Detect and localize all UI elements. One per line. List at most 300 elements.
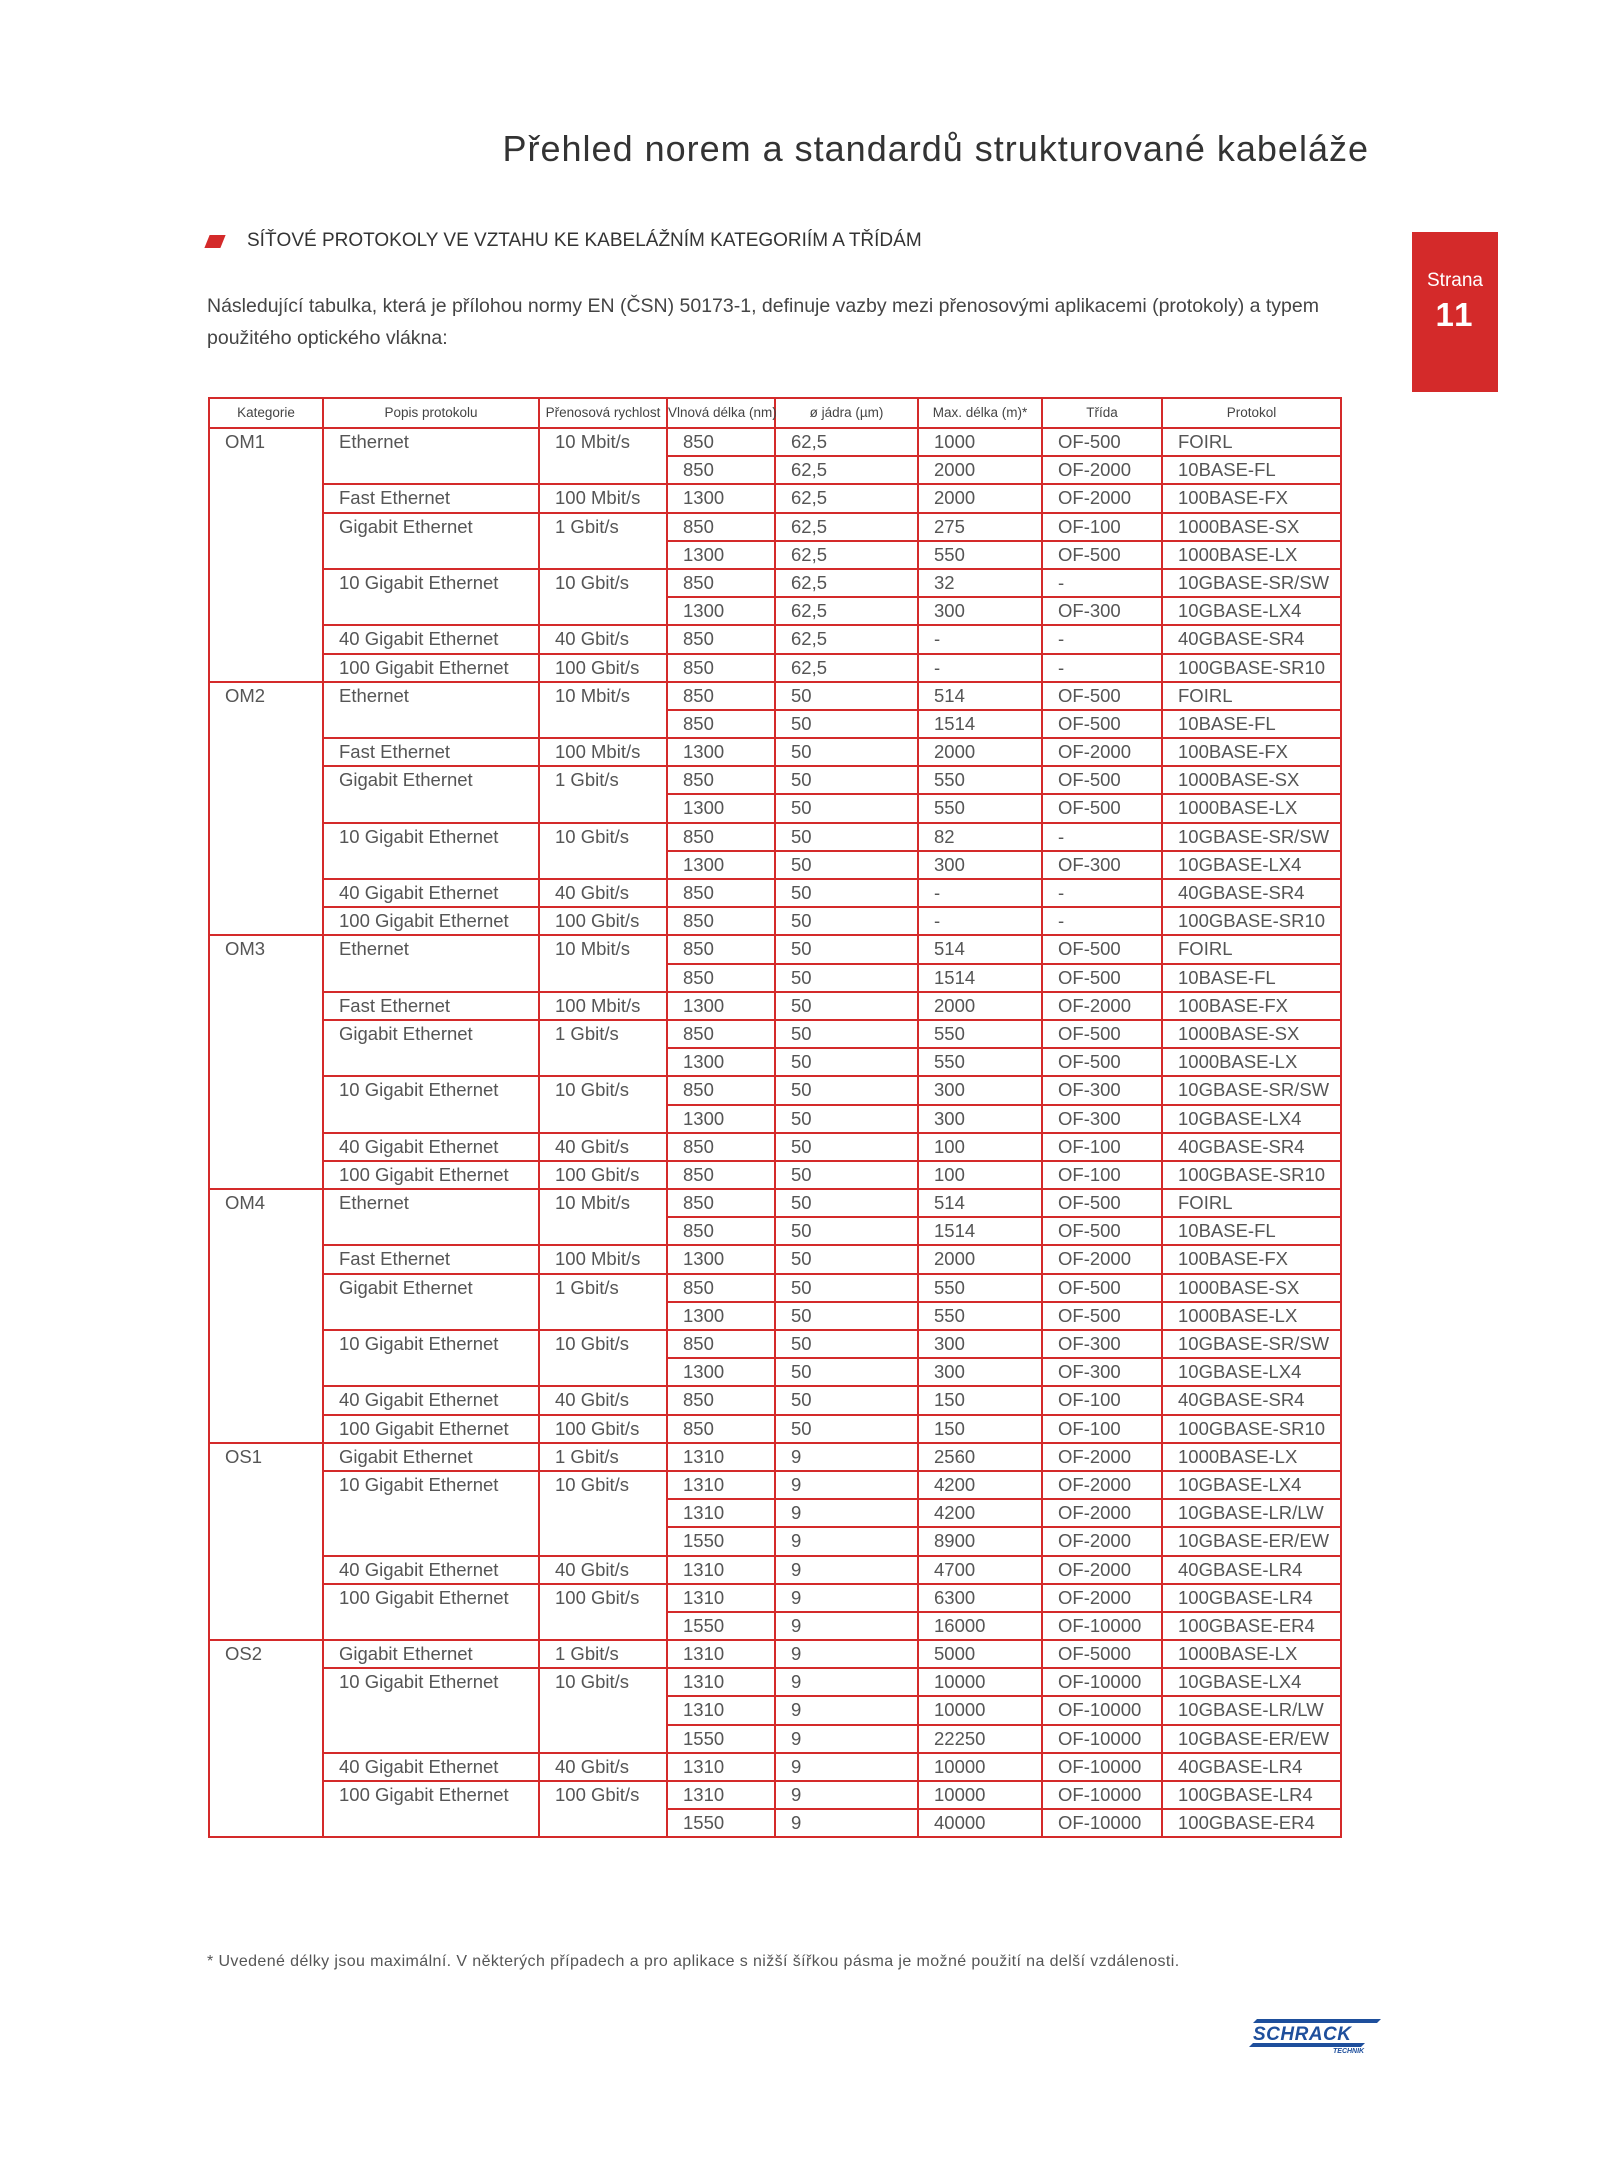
- protocol-cell: 100GBASE-SR10: [1162, 654, 1341, 682]
- core-diameter-cell: 50: [775, 907, 918, 935]
- protocol-desc-cell: Fast Ethernet: [323, 1245, 539, 1273]
- speed-cell: 10 Mbit/s: [539, 682, 667, 738]
- protocol-cell: 10GBASE-SR/SW: [1162, 823, 1341, 851]
- wavelength-cell: 1310: [667, 1696, 775, 1724]
- core-diameter-cell: 9: [775, 1499, 918, 1527]
- max-length-cell: 550: [918, 1274, 1042, 1302]
- protocol-desc-cell: Ethernet: [323, 935, 539, 991]
- wavelength-cell: 850: [667, 879, 775, 907]
- protocol-cell: 1000BASE-LX: [1162, 1640, 1341, 1668]
- speed-cell: 10 Mbit/s: [539, 935, 667, 991]
- schrack-logo-icon: [1247, 2018, 1382, 2054]
- wavelength-cell: 1310: [667, 1668, 775, 1696]
- speed-cell: 100 Gbit/s: [539, 1161, 667, 1189]
- max-length-cell: 1000: [918, 428, 1042, 456]
- protocol-cell: 1000BASE-LX: [1162, 1443, 1341, 1471]
- protocol-cell: 1000BASE-LX: [1162, 541, 1341, 569]
- core-diameter-cell: 50: [775, 1133, 918, 1161]
- core-diameter-cell: 50: [775, 738, 918, 766]
- core-diameter-cell: 9: [775, 1527, 918, 1555]
- max-length-cell: 300: [918, 1330, 1042, 1358]
- protocol-cell: 10BASE-FL: [1162, 710, 1341, 738]
- class-cell: OF-500: [1042, 1274, 1162, 1302]
- column-header: Popis protokolu: [323, 398, 539, 428]
- table-row: [209, 1245, 1341, 1273]
- table-row: [209, 1668, 1341, 1696]
- class-cell: OF-5000: [1042, 1640, 1162, 1668]
- class-cell: OF-100: [1042, 1386, 1162, 1414]
- protocol-desc-cell: 40 Gigabit Ethernet: [323, 625, 539, 653]
- wavelength-cell: 1300: [667, 1358, 775, 1386]
- core-diameter-cell: 50: [775, 1245, 918, 1273]
- protocol-cell: 10GBASE-ER/EW: [1162, 1527, 1341, 1555]
- class-cell: OF-2000: [1042, 484, 1162, 512]
- protocol-cell: 40GBASE-SR4: [1162, 1133, 1341, 1161]
- max-length-cell: 2000: [918, 738, 1042, 766]
- table-row: [209, 1443, 1341, 1471]
- core-diameter-cell: 50: [775, 710, 918, 738]
- logo-subtext: TECHNIK: [1333, 2048, 1365, 2054]
- class-cell: -: [1042, 907, 1162, 935]
- core-diameter-cell: 62,5: [775, 569, 918, 597]
- max-length-cell: 100: [918, 1133, 1042, 1161]
- max-length-cell: 550: [918, 1020, 1042, 1048]
- protocol-desc-cell: 10 Gigabit Ethernet: [323, 1471, 539, 1556]
- table-row: [209, 1753, 1341, 1781]
- wavelength-cell: 1310: [667, 1556, 775, 1584]
- speed-cell: 40 Gbit/s: [539, 1133, 667, 1161]
- max-length-cell: 1514: [918, 710, 1042, 738]
- core-diameter-cell: 50: [775, 1415, 918, 1443]
- class-cell: -: [1042, 569, 1162, 597]
- wavelength-cell: 850: [667, 710, 775, 738]
- protocol-cell: 10GBASE-LX4: [1162, 597, 1341, 625]
- speed-cell: 1 Gbit/s: [539, 766, 667, 822]
- max-length-cell: -: [918, 625, 1042, 653]
- speed-cell: 100 Gbit/s: [539, 1415, 667, 1443]
- section-heading-text: SÍŤOVÉ PROTOKOLY VE VZTAHU KE KABELÁŽNÍM KATEGORIÍM A TŘÍDÁM: [247, 230, 922, 251]
- core-diameter-cell: 50: [775, 851, 918, 879]
- wavelength-cell: 850: [667, 1274, 775, 1302]
- class-cell: OF-500: [1042, 794, 1162, 822]
- class-cell: OF-500: [1042, 710, 1162, 738]
- core-diameter-cell: 9: [775, 1809, 918, 1837]
- wavelength-cell: 1300: [667, 1245, 775, 1273]
- core-diameter-cell: 62,5: [775, 597, 918, 625]
- max-length-cell: 150: [918, 1415, 1042, 1443]
- class-cell: -: [1042, 879, 1162, 907]
- core-diameter-cell: 50: [775, 992, 918, 1020]
- core-diameter-cell: 50: [775, 1189, 918, 1217]
- protocol-desc-cell: 40 Gigabit Ethernet: [323, 879, 539, 907]
- protocol-desc-cell: Fast Ethernet: [323, 738, 539, 766]
- class-cell: OF-100: [1042, 1161, 1162, 1189]
- class-cell: OF-500: [1042, 964, 1162, 992]
- column-header: Vlnová délka (nm): [667, 398, 775, 428]
- core-diameter-cell: 50: [775, 935, 918, 963]
- protocol-cell: 100BASE-FX: [1162, 992, 1341, 1020]
- protocol-cell: 100GBASE-SR10: [1162, 1161, 1341, 1189]
- max-length-cell: 32: [918, 569, 1042, 597]
- wavelength-cell: 1550: [667, 1725, 775, 1753]
- core-diameter-cell: 62,5: [775, 625, 918, 653]
- table-row: [209, 1471, 1341, 1499]
- core-diameter-cell: 62,5: [775, 484, 918, 512]
- protocol-cell: 10BASE-FL: [1162, 456, 1341, 484]
- class-cell: OF-2000: [1042, 1245, 1162, 1273]
- protocol-cell: 10GBASE-SR/SW: [1162, 1076, 1341, 1104]
- wavelength-cell: 1310: [667, 1499, 775, 1527]
- table-row: [209, 738, 1341, 766]
- protocol-cell: 10GBASE-LR/LW: [1162, 1499, 1341, 1527]
- column-header: Max. délka (m)*: [918, 398, 1042, 428]
- wavelength-cell: 1300: [667, 1302, 775, 1330]
- protocol-cell: FOIRL: [1162, 935, 1341, 963]
- protocol-cell: 10BASE-FL: [1162, 1217, 1341, 1245]
- protocol-desc-cell: 100 Gigabit Ethernet: [323, 907, 539, 935]
- protocol-cell: 10GBASE-LR/LW: [1162, 1696, 1341, 1724]
- class-cell: OF-500: [1042, 935, 1162, 963]
- wavelength-cell: 1300: [667, 597, 775, 625]
- speed-cell: 40 Gbit/s: [539, 1753, 667, 1781]
- core-diameter-cell: 9: [775, 1584, 918, 1612]
- wavelength-cell: 850: [667, 625, 775, 653]
- wavelength-cell: 1550: [667, 1809, 775, 1837]
- table-row: [209, 428, 1341, 456]
- wavelength-cell: 1310: [667, 1781, 775, 1809]
- core-diameter-cell: 9: [775, 1443, 918, 1471]
- max-length-cell: 300: [918, 1076, 1042, 1104]
- wavelength-cell: 1300: [667, 1105, 775, 1133]
- protocol-desc-cell: 10 Gigabit Ethernet: [323, 823, 539, 879]
- max-length-cell: 514: [918, 935, 1042, 963]
- class-cell: OF-10000: [1042, 1612, 1162, 1640]
- class-cell: OF-300: [1042, 1358, 1162, 1386]
- max-length-cell: 300: [918, 597, 1042, 625]
- class-cell: OF-2000: [1042, 1556, 1162, 1584]
- speed-cell: 100 Mbit/s: [539, 484, 667, 512]
- speed-cell: 10 Mbit/s: [539, 428, 667, 484]
- wavelength-cell: 850: [667, 513, 775, 541]
- wavelength-cell: 850: [667, 823, 775, 851]
- speed-cell: 10 Mbit/s: [539, 1189, 667, 1245]
- max-length-cell: 550: [918, 1048, 1042, 1076]
- protocol-cell: 100GBASE-LR4: [1162, 1584, 1341, 1612]
- protocol-desc-cell: 40 Gigabit Ethernet: [323, 1386, 539, 1414]
- protocol-desc-cell: 40 Gigabit Ethernet: [323, 1753, 539, 1781]
- protocol-desc-cell: Gigabit Ethernet: [323, 1640, 539, 1668]
- protocol-desc-cell: Gigabit Ethernet: [323, 1020, 539, 1076]
- class-cell: OF-500: [1042, 1048, 1162, 1076]
- class-cell: OF-2000: [1042, 456, 1162, 484]
- protocol-cell: 1000BASE-SX: [1162, 766, 1341, 794]
- intro-paragraph: Následující tabulka, která je přílohou normy EN (ČSN) 50173-1, definuje vazby mezi přenosovými aplikacemi (protokoly) a typem použitého optického vlákna:: [207, 295, 1319, 349]
- table-row: [209, 1076, 1341, 1104]
- max-length-cell: 300: [918, 1105, 1042, 1133]
- max-length-cell: 550: [918, 766, 1042, 794]
- wavelength-cell: 850: [667, 1415, 775, 1443]
- wavelength-cell: 1550: [667, 1612, 775, 1640]
- table-row: [209, 654, 1341, 682]
- protocol-cell: 40GBASE-SR4: [1162, 1386, 1341, 1414]
- speed-cell: 40 Gbit/s: [539, 1386, 667, 1414]
- core-diameter-cell: 50: [775, 766, 918, 794]
- protocol-desc-cell: Fast Ethernet: [323, 484, 539, 512]
- category-cell: OS1: [209, 1443, 323, 1640]
- core-diameter-cell: 9: [775, 1753, 918, 1781]
- protocol-cell: 1000BASE-SX: [1162, 1020, 1341, 1048]
- core-diameter-cell: 50: [775, 1105, 918, 1133]
- class-cell: OF-300: [1042, 597, 1162, 625]
- core-diameter-cell: 50: [775, 1076, 918, 1104]
- max-length-cell: 10000: [918, 1781, 1042, 1809]
- class-cell: -: [1042, 625, 1162, 653]
- protocol-cell: 40GBASE-LR4: [1162, 1753, 1341, 1781]
- core-diameter-cell: 62,5: [775, 541, 918, 569]
- class-cell: OF-300: [1042, 1076, 1162, 1104]
- wavelength-cell: 850: [667, 907, 775, 935]
- core-diameter-cell: 50: [775, 1274, 918, 1302]
- speed-cell: 40 Gbit/s: [539, 879, 667, 907]
- wavelength-cell: 850: [667, 456, 775, 484]
- wavelength-cell: 1550: [667, 1527, 775, 1555]
- protocol-cell: 1000BASE-LX: [1162, 1302, 1341, 1330]
- protocol-desc-cell: Fast Ethernet: [323, 992, 539, 1020]
- protocol-cell: 100GBASE-LR4: [1162, 1781, 1341, 1809]
- class-cell: OF-100: [1042, 513, 1162, 541]
- table-row: [209, 1274, 1341, 1302]
- protocol-desc-cell: Ethernet: [323, 1189, 539, 1245]
- class-cell: -: [1042, 823, 1162, 851]
- table-row: [209, 569, 1341, 597]
- protocol-desc-cell: 40 Gigabit Ethernet: [323, 1556, 539, 1584]
- protocol-desc-cell: Gigabit Ethernet: [323, 1274, 539, 1330]
- class-cell: OF-100: [1042, 1133, 1162, 1161]
- protocol-desc-cell: 100 Gigabit Ethernet: [323, 654, 539, 682]
- page-title: Přehled norem a standardů strukturované kabeláže: [502, 128, 1369, 169]
- bullet-marker-icon: [204, 235, 225, 248]
- column-header: Protokol: [1162, 398, 1341, 428]
- wavelength-cell: 1300: [667, 794, 775, 822]
- wavelength-cell: 850: [667, 935, 775, 963]
- protocol-cell: 100GBASE-ER4: [1162, 1809, 1341, 1837]
- protocol-desc-cell: 40 Gigabit Ethernet: [323, 1133, 539, 1161]
- core-diameter-cell: 50: [775, 794, 918, 822]
- wavelength-cell: 1310: [667, 1443, 775, 1471]
- class-cell: OF-300: [1042, 1330, 1162, 1358]
- core-diameter-cell: 50: [775, 1048, 918, 1076]
- max-length-cell: 6300: [918, 1584, 1042, 1612]
- class-cell: OF-100: [1042, 1415, 1162, 1443]
- protocol-cell: 1000BASE-LX: [1162, 794, 1341, 822]
- class-cell: OF-500: [1042, 541, 1162, 569]
- protocol-cell: 40GBASE-SR4: [1162, 625, 1341, 653]
- core-diameter-cell: 9: [775, 1556, 918, 1584]
- speed-cell: 1 Gbit/s: [539, 1274, 667, 1330]
- max-length-cell: 10000: [918, 1753, 1042, 1781]
- class-cell: OF-500: [1042, 1189, 1162, 1217]
- protocol-cell: 10GBASE-LX4: [1162, 1105, 1341, 1133]
- wavelength-cell: 1300: [667, 484, 775, 512]
- protocol-cell: 100BASE-FX: [1162, 738, 1341, 766]
- table-row: [209, 1386, 1341, 1414]
- max-length-cell: -: [918, 907, 1042, 935]
- wavelength-cell: 850: [667, 682, 775, 710]
- protocol-cell: 10GBASE-LX4: [1162, 1358, 1341, 1386]
- protocol-cell: 1000BASE-SX: [1162, 513, 1341, 541]
- max-length-cell: 4200: [918, 1471, 1042, 1499]
- core-diameter-cell: 9: [775, 1640, 918, 1668]
- wavelength-cell: 850: [667, 1386, 775, 1414]
- core-diameter-cell: 50: [775, 879, 918, 907]
- max-length-cell: 100: [918, 1161, 1042, 1189]
- category-cell: OM1: [209, 428, 323, 682]
- max-length-cell: 514: [918, 1189, 1042, 1217]
- class-cell: OF-2000: [1042, 1499, 1162, 1527]
- wavelength-cell: 850: [667, 964, 775, 992]
- class-cell: OF-300: [1042, 1105, 1162, 1133]
- max-length-cell: 2000: [918, 484, 1042, 512]
- category-cell: OM2: [209, 682, 323, 936]
- core-diameter-cell: 50: [775, 1020, 918, 1048]
- max-length-cell: 4700: [918, 1556, 1042, 1584]
- protocol-cell: 10GBASE-SR/SW: [1162, 569, 1341, 597]
- protocol-desc-cell: Gigabit Ethernet: [323, 766, 539, 822]
- wavelength-cell: 850: [667, 428, 775, 456]
- table-row: [209, 1161, 1341, 1189]
- speed-cell: 1 Gbit/s: [539, 1640, 667, 1668]
- core-diameter-cell: 62,5: [775, 513, 918, 541]
- protocol-cell: 100GBASE-SR10: [1162, 1415, 1341, 1443]
- class-cell: OF-2000: [1042, 1471, 1162, 1499]
- protocol-desc-cell: 10 Gigabit Ethernet: [323, 1330, 539, 1386]
- speed-cell: 100 Mbit/s: [539, 1245, 667, 1273]
- wavelength-cell: 850: [667, 1189, 775, 1217]
- table-row: [209, 907, 1341, 935]
- table-row: [209, 1189, 1341, 1217]
- protocol-table: [208, 397, 1342, 1838]
- max-length-cell: 275: [918, 513, 1042, 541]
- wavelength-cell: 1300: [667, 738, 775, 766]
- protocol-cell: 100BASE-FX: [1162, 1245, 1341, 1273]
- protocol-desc-cell: 10 Gigabit Ethernet: [323, 569, 539, 625]
- protocol-desc-cell: 10 Gigabit Ethernet: [323, 1076, 539, 1132]
- protocol-cell: 1000BASE-LX: [1162, 1048, 1341, 1076]
- class-cell: OF-2000: [1042, 1527, 1162, 1555]
- speed-cell: 1 Gbit/s: [539, 1020, 667, 1076]
- max-length-cell: 16000: [918, 1612, 1042, 1640]
- protocol-cell: 40GBASE-LR4: [1162, 1556, 1341, 1584]
- category-cell: OM3: [209, 935, 323, 1189]
- footnote: * Uvedené délky jsou maximální. V některých případech a pro aplikace s nižší šířkou pásma je možné použití na delší vzdálenosti.: [207, 1953, 1180, 1970]
- class-cell: OF-500: [1042, 766, 1162, 794]
- class-cell: OF-2000: [1042, 992, 1162, 1020]
- class-cell: OF-500: [1042, 428, 1162, 456]
- wavelength-cell: 1310: [667, 1753, 775, 1781]
- protocol-desc-cell: 10 Gigabit Ethernet: [323, 1668, 539, 1753]
- table-row: [209, 1330, 1341, 1358]
- core-diameter-cell: 62,5: [775, 654, 918, 682]
- table-row: [209, 625, 1341, 653]
- protocol-desc-cell: Ethernet: [323, 682, 539, 738]
- max-length-cell: 8900: [918, 1527, 1042, 1555]
- wavelength-cell: 850: [667, 766, 775, 794]
- speed-cell: 10 Gbit/s: [539, 1076, 667, 1132]
- category-cell: OM4: [209, 1189, 323, 1443]
- speed-cell: 10 Gbit/s: [539, 1330, 667, 1386]
- column-header: Kategorie: [209, 398, 323, 428]
- category-cell: OS2: [209, 1640, 323, 1837]
- max-length-cell: 2560: [918, 1443, 1042, 1471]
- core-diameter-cell: 50: [775, 1161, 918, 1189]
- class-cell: OF-2000: [1042, 1584, 1162, 1612]
- core-diameter-cell: 9: [775, 1696, 918, 1724]
- core-diameter-cell: 62,5: [775, 428, 918, 456]
- core-diameter-cell: 9: [775, 1781, 918, 1809]
- class-cell: OF-10000: [1042, 1668, 1162, 1696]
- table-header-row: [209, 398, 1341, 428]
- protocol-desc-cell: Gigabit Ethernet: [323, 513, 539, 569]
- max-length-cell: 2000: [918, 992, 1042, 1020]
- page-tab-label: Strana: [1427, 270, 1483, 291]
- class-cell: OF-10000: [1042, 1781, 1162, 1809]
- max-length-cell: 4200: [918, 1499, 1042, 1527]
- protocol-cell: 10GBASE-SR/SW: [1162, 1330, 1341, 1358]
- max-length-cell: 5000: [918, 1640, 1042, 1668]
- table-row: [209, 1640, 1341, 1668]
- speed-cell: 100 Gbit/s: [539, 1584, 667, 1640]
- core-diameter-cell: 50: [775, 1302, 918, 1330]
- class-cell: OF-500: [1042, 1217, 1162, 1245]
- class-cell: OF-2000: [1042, 738, 1162, 766]
- max-length-cell: 2000: [918, 1245, 1042, 1273]
- wavelength-cell: 1310: [667, 1640, 775, 1668]
- speed-cell: 1 Gbit/s: [539, 513, 667, 569]
- protocol-cell: 100BASE-FX: [1162, 484, 1341, 512]
- core-diameter-cell: 9: [775, 1668, 918, 1696]
- wavelength-cell: 1310: [667, 1471, 775, 1499]
- wavelength-cell: 850: [667, 1020, 775, 1048]
- core-diameter-cell: 9: [775, 1725, 918, 1753]
- max-length-cell: 40000: [918, 1809, 1042, 1837]
- page-number: 11: [1435, 296, 1475, 333]
- wavelength-cell: 1300: [667, 541, 775, 569]
- max-length-cell: 514: [918, 682, 1042, 710]
- max-length-cell: 1514: [918, 964, 1042, 992]
- table-row: [209, 1781, 1341, 1809]
- table-row: [209, 823, 1341, 851]
- protocol-desc-cell: 100 Gigabit Ethernet: [323, 1781, 539, 1837]
- max-length-cell: 10000: [918, 1696, 1042, 1724]
- table-row: [209, 1415, 1341, 1443]
- wavelength-cell: 1300: [667, 851, 775, 879]
- schrack-logo: [1247, 2018, 1382, 2059]
- table-row: [209, 682, 1341, 710]
- wavelength-cell: 850: [667, 1330, 775, 1358]
- max-length-cell: -: [918, 654, 1042, 682]
- wavelength-cell: 850: [667, 569, 775, 597]
- wavelength-cell: 1310: [667, 1584, 775, 1612]
- table-row: [209, 484, 1341, 512]
- speed-cell: 100 Mbit/s: [539, 738, 667, 766]
- max-length-cell: 550: [918, 1302, 1042, 1330]
- protocol-cell: 10GBASE-LX4: [1162, 1471, 1341, 1499]
- wavelength-cell: 850: [667, 1161, 775, 1189]
- max-length-cell: 150: [918, 1386, 1042, 1414]
- core-diameter-cell: 9: [775, 1612, 918, 1640]
- table-row: [209, 1133, 1341, 1161]
- max-length-cell: 2000: [918, 456, 1042, 484]
